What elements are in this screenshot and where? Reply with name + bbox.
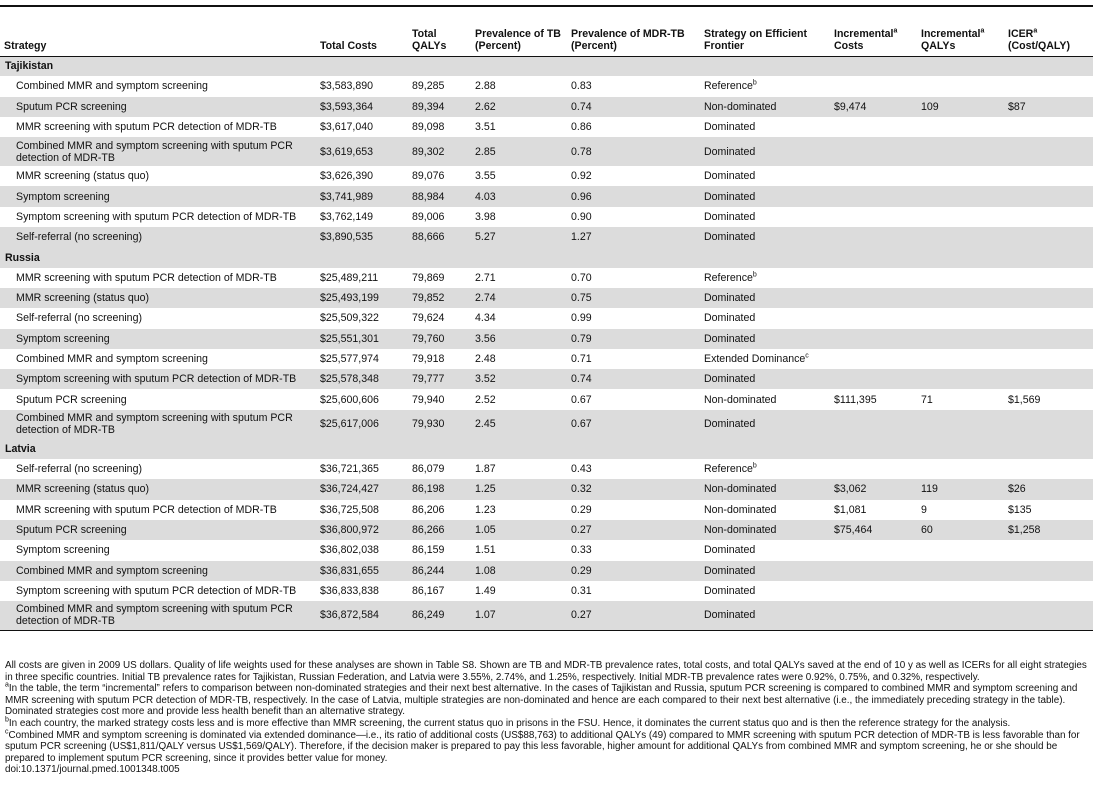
tb-prevalence-cell: 2.62 <box>475 100 496 113</box>
incremental-cost-cell <box>830 117 917 137</box>
incremental-cost-cell <box>830 288 917 308</box>
footnote-a-text: In the table, the term “incremental” refers to comparison between non-dominated strategies and their next best alternative. In the cases of Tajikistan and Russia, sputum PCR screening is compared to combined MMR and symptom screening and MMR screening with sputum PCR detection of MDR-TB, respectively. In the case of Latvia, multiple strategies are non-dominated and hence are each compared to their next best alternative (i.e., the immediately preceding strategy in the table). Dominated strategies cost more and provide less health benefit than an alternative strategy. <box>5 683 1078 718</box>
frontier-status-cell: Dominated <box>704 544 756 557</box>
footnote-marker: b <box>752 462 757 470</box>
header-efficient-frontier: Strategy on Efficient Frontier <box>704 27 808 52</box>
frontier-status-cell: Dominated <box>704 231 756 244</box>
incremental-qaly-cell <box>917 308 1004 328</box>
icer-cell: $26 <box>1008 483 1026 496</box>
total-cost-cell: $3,593,364 <box>320 100 374 113</box>
strategy-cell: MMR screening with sputum PCR detection of MDR-TB <box>16 121 277 134</box>
incremental-cost-cell <box>830 349 917 369</box>
total-qalys-cell: 89,098 <box>412 121 445 134</box>
table-row <box>0 479 1093 499</box>
incremental-cost-cell <box>830 329 917 349</box>
table-row <box>0 349 1093 369</box>
incremental-cost-cell <box>830 369 917 389</box>
total-qalys-cell: 86,159 <box>412 544 445 557</box>
incremental-qaly-cell <box>917 137 1004 166</box>
icer-cell: $1,569 <box>1008 393 1041 406</box>
incremental-cost-cell <box>830 137 917 166</box>
frontier-status-cell: Non-dominated <box>704 100 777 113</box>
table-row <box>0 601 1093 630</box>
incremental-qaly-cell <box>917 227 1004 247</box>
total-cost-cell: $36,800,972 <box>320 524 379 537</box>
frontier-status-cell <box>700 349 830 369</box>
total-qalys-cell: 79,852 <box>412 292 445 305</box>
icer-cell <box>1004 117 1093 137</box>
frontier-status-cell: Dominated <box>704 292 756 305</box>
tb-prevalence-cell: 5.27 <box>475 231 496 244</box>
incremental-qaly-cell <box>917 601 1004 630</box>
mdr-tb-prevalence-cell: 0.74 <box>571 100 592 113</box>
frontier-status-cell: Dominated <box>704 312 756 325</box>
header-icer <box>1004 26 1093 56</box>
strategy-cell: Combined MMR and symptom screening with sputum PCR detection of MDR-TB <box>16 603 293 628</box>
footnote-marker: a <box>1033 26 1038 34</box>
tb-prevalence-cell: 1.08 <box>475 564 496 577</box>
icer-cell <box>1004 166 1093 186</box>
mdr-tb-prevalence-cell: 0.31 <box>571 584 592 597</box>
header-prevalence-tb: Prevalence of TB (Percent) <box>475 27 561 52</box>
total-qalys-cell: 89,394 <box>412 100 445 113</box>
strategy-cell: Combined MMR and symptom screening with sputum PCR detection of MDR-TB <box>16 139 293 164</box>
mdr-tb-prevalence-cell: 0.71 <box>571 353 592 365</box>
total-cost-cell: $3,619,653 <box>320 145 374 158</box>
frontier-status-text: Reference <box>704 271 753 284</box>
mdr-tb-prevalence-cell: 0.90 <box>571 210 592 223</box>
table-row <box>0 227 1093 247</box>
tb-prevalence-cell: 2.71 <box>475 271 496 284</box>
incremental-qaly-cell <box>917 329 1004 349</box>
frontier-status-cell: Non-dominated <box>704 503 777 516</box>
table-row <box>0 329 1093 349</box>
total-cost-cell: $25,600,606 <box>320 393 379 406</box>
incremental-cost-cell <box>830 186 917 206</box>
cost-effectiveness-table <box>0 26 1093 631</box>
total-cost-cell: $3,583,890 <box>320 80 374 93</box>
incremental-qaly-cell <box>917 166 1004 186</box>
tb-prevalence-cell: 1.51 <box>475 544 496 557</box>
frontier-status-cell: Dominated <box>704 373 756 386</box>
incremental-cost-cell <box>830 76 917 96</box>
strategy-cell: Self-referral (no screening) <box>16 312 142 325</box>
icer-cell <box>1004 369 1093 389</box>
total-qalys-cell: 86,206 <box>412 503 445 516</box>
incremental-qaly-cell <box>917 76 1004 96</box>
mdr-tb-prevalence-cell: 0.92 <box>571 170 592 183</box>
mdr-tb-prevalence-cell: 0.74 <box>571 373 592 386</box>
mdr-tb-prevalence-cell: 0.27 <box>571 609 592 622</box>
icer-cell <box>1004 581 1093 601</box>
table-row <box>0 369 1093 389</box>
incremental-qaly-cell: 9 <box>921 503 927 516</box>
table-row <box>0 308 1093 328</box>
incremental-cost-cell <box>830 308 917 328</box>
footnote-marker: b <box>752 79 757 87</box>
tb-prevalence-cell: 2.85 <box>475 145 496 158</box>
table-row <box>0 97 1093 117</box>
header-icer-label: ICER <box>1008 27 1034 40</box>
tb-prevalence-cell: 1.07 <box>475 609 496 622</box>
frontier-status-text: Reference <box>704 463 753 476</box>
strategy-cell: MMR screening (status quo) <box>16 170 150 183</box>
frontier-status-cell: Non-dominated <box>704 483 777 496</box>
total-qalys-cell: 79,869 <box>412 271 445 284</box>
total-qalys-cell: 79,760 <box>412 332 445 345</box>
table-header-row <box>0 26 1093 56</box>
strategy-cell: MMR screening (status quo) <box>16 483 150 496</box>
header-incremental-qalys <box>917 26 1004 56</box>
icer-cell <box>1004 268 1093 288</box>
incremental-cost-cell <box>830 581 917 601</box>
total-cost-cell: $36,725,508 <box>320 503 379 516</box>
frontier-status-cell <box>700 459 830 479</box>
strategy-cell: Combined MMR and symptom screening <box>16 353 208 365</box>
icer-cell <box>1004 459 1093 479</box>
country-group-row <box>0 56 1093 76</box>
incremental-cost-cell: $75,464 <box>834 524 873 537</box>
table-row <box>0 581 1093 601</box>
icer-cell <box>1004 561 1093 581</box>
total-cost-cell: $25,577,974 <box>320 353 379 365</box>
total-qalys-cell: 89,076 <box>412 170 445 183</box>
table-row <box>0 389 1093 409</box>
total-cost-cell: $36,721,365 <box>320 463 379 476</box>
frontier-status-cell: Dominated <box>704 145 756 158</box>
strategy-cell: Symptom screening with sputum PCR detection of MDR-TB <box>16 373 297 386</box>
incremental-qaly-cell <box>917 410 1004 439</box>
frontier-status-cell: Non-dominated <box>704 524 777 537</box>
total-qalys-cell: 89,302 <box>412 145 445 158</box>
incremental-cost-cell <box>830 561 917 581</box>
total-qalys-cell: 79,777 <box>412 373 445 386</box>
total-qalys-cell: 86,266 <box>412 524 445 537</box>
mdr-tb-prevalence-cell: 0.29 <box>571 564 592 577</box>
tb-prevalence-cell: 2.74 <box>475 292 496 305</box>
tb-prevalence-cell: 2.45 <box>475 418 496 431</box>
tb-prevalence-cell: 2.52 <box>475 393 496 406</box>
incremental-qaly-cell <box>917 459 1004 479</box>
icer-cell: $1,258 <box>1008 524 1041 537</box>
strategy-cell: Symptom screening <box>16 332 110 345</box>
icer-cell <box>1004 349 1093 369</box>
header-total-qalys: Total QALYs <box>412 27 447 52</box>
strategy-cell: Self-referral (no screening) <box>16 231 142 244</box>
country-name: Latvia <box>5 442 36 455</box>
total-qalys-cell: 86,198 <box>412 483 445 496</box>
strategy-cell: Self-referral (no screening) <box>16 463 142 476</box>
footnote-b-marker: b <box>5 716 9 724</box>
frontier-status-cell: Dominated <box>704 418 756 431</box>
table-body <box>0 56 1093 630</box>
icer-cell <box>1004 137 1093 166</box>
icer-cell <box>1004 76 1093 96</box>
total-cost-cell: $36,831,655 <box>320 564 379 577</box>
header-prevalence-mdr-tb: Prevalence of MDR-TB (Percent) <box>571 27 685 52</box>
icer-cell <box>1004 308 1093 328</box>
incremental-qaly-cell <box>917 288 1004 308</box>
footnote-c-marker: c <box>5 728 9 736</box>
incremental-cost-cell: $3,062 <box>834 483 867 496</box>
tb-prevalence-cell: 3.52 <box>475 373 496 386</box>
icer-cell: $87 <box>1008 100 1026 113</box>
total-cost-cell: $25,551,301 <box>320 332 379 345</box>
incremental-qaly-cell: 119 <box>921 483 938 496</box>
icer-cell <box>1004 601 1093 630</box>
incremental-qaly-cell: 60 <box>921 524 933 537</box>
incremental-cost-cell <box>830 166 917 186</box>
table-row <box>0 207 1093 227</box>
incremental-cost-cell <box>830 268 917 288</box>
mdr-tb-prevalence-cell: 0.32 <box>571 483 592 496</box>
header-strategy: Strategy <box>4 39 47 52</box>
total-cost-cell: $3,762,149 <box>320 210 374 223</box>
tb-prevalence-cell: 4.34 <box>475 312 496 325</box>
mdr-tb-prevalence-cell: 0.96 <box>571 190 592 203</box>
footnote-marker: a <box>980 26 985 34</box>
frontier-status-cell: Dominated <box>704 332 756 345</box>
incremental-cost-cell <box>830 459 917 479</box>
icer-cell <box>1004 207 1093 227</box>
table-row <box>0 137 1093 166</box>
table-row <box>0 117 1093 137</box>
header-incremental-costs-label: Incremental <box>834 27 894 40</box>
country-name: Tajikistan <box>5 60 54 73</box>
total-cost-cell: $36,802,038 <box>320 544 379 557</box>
incremental-qaly-cell <box>917 540 1004 560</box>
frontier-status-cell <box>700 76 830 96</box>
strategy-cell: MMR screening with sputum PCR detection of MDR-TB <box>16 503 277 516</box>
mdr-tb-prevalence-cell: 0.33 <box>571 544 592 557</box>
tb-prevalence-cell: 3.56 <box>475 332 496 345</box>
mdr-tb-prevalence-cell: 0.67 <box>571 393 592 406</box>
mdr-tb-prevalence-cell: 0.70 <box>571 271 592 284</box>
strategy-cell: Combined MMR and symptom screening with sputum PCR detection of MDR-TB <box>16 412 293 437</box>
frontier-status-cell: Dominated <box>704 121 756 134</box>
total-qalys-cell: 86,244 <box>412 564 445 577</box>
tb-prevalence-cell: 2.88 <box>475 80 496 93</box>
total-qalys-cell: 79,918 <box>412 353 445 365</box>
total-qalys-cell: 79,624 <box>412 312 445 325</box>
incremental-cost-cell <box>830 410 917 439</box>
table-footnotes <box>5 660 1089 776</box>
total-qalys-cell: 88,666 <box>412 231 445 244</box>
total-cost-cell: $36,724,427 <box>320 483 379 496</box>
country-name: Russia <box>5 251 40 264</box>
footnote-marker: a <box>893 26 898 34</box>
table-row <box>0 459 1093 479</box>
footnote-a <box>5 683 1089 718</box>
incremental-cost-cell <box>830 601 917 630</box>
mdr-tb-prevalence-cell: 0.79 <box>571 332 592 345</box>
incremental-qaly-cell <box>917 581 1004 601</box>
total-qalys-cell: 86,249 <box>412 609 445 622</box>
strategy-cell: Combined MMR and symptom screening <box>16 564 208 577</box>
table-row <box>0 500 1093 520</box>
incremental-qaly-cell <box>917 207 1004 227</box>
table-row <box>0 540 1093 560</box>
strategy-cell: Sputum PCR screening <box>16 393 127 406</box>
mdr-tb-prevalence-cell: 0.27 <box>571 524 592 537</box>
total-qalys-cell: 88,984 <box>412 190 445 203</box>
total-cost-cell: $3,617,040 <box>320 121 374 134</box>
total-cost-cell: $25,489,211 <box>320 271 379 284</box>
frontier-status-cell: Dominated <box>704 190 756 203</box>
strategy-cell: MMR screening with sputum PCR detection of MDR-TB <box>16 271 277 284</box>
frontier-status-cell: Dominated <box>704 584 756 597</box>
total-qalys-cell: 79,930 <box>412 418 445 431</box>
frontier-status-cell: Dominated <box>704 170 756 183</box>
total-qalys-cell: 79,940 <box>412 393 445 406</box>
mdr-tb-prevalence-cell: 0.86 <box>571 121 592 134</box>
icer-cell <box>1004 186 1093 206</box>
incremental-qaly-cell: 109 <box>921 100 939 113</box>
header-incremental-costs-label-2: Costs <box>834 39 864 52</box>
incremental-qaly-cell <box>917 369 1004 389</box>
mdr-tb-prevalence-cell: 0.99 <box>571 312 592 325</box>
icer-cell: $135 <box>1008 503 1032 516</box>
header-incremental-qalys-label-2: QALYs <box>921 39 956 52</box>
strategy-cell: Symptom screening <box>16 544 110 557</box>
table-row <box>0 268 1093 288</box>
incremental-cost-cell: $1,081 <box>834 503 867 516</box>
tb-prevalence-cell: 1.25 <box>475 483 496 496</box>
icer-cell <box>1004 410 1093 439</box>
total-cost-cell: $25,578,348 <box>320 373 379 386</box>
tb-prevalence-cell: 2.48 <box>475 353 496 365</box>
icer-cell <box>1004 540 1093 560</box>
tb-prevalence-cell: 4.03 <box>475 190 496 203</box>
footnote-c-text: Combined MMR and symptom screening is dominated via extended dominance—i.e., its ratio of additional costs (US$88,763) to additional QALYs (49) compared to MMR screening with sputum PCR detection of MDR-TB is less favorable than for sputum PCR screening (US$1,811/QALY versus US$1,569/QALY). Therefore, if the decision maker is prepared to pay this less favorable, higher amount for additional QALYs from combined MMR and symptom screening, he or she should be prepared to implement sputum PCR screening, since it provides better value for money. <box>5 729 1080 764</box>
mdr-tb-prevalence-cell: 0.43 <box>571 463 592 476</box>
table-row <box>0 520 1093 540</box>
doi: doi:10.1371/journal.pmed.1001348.t005 <box>5 764 180 776</box>
footnote-b <box>5 718 1089 730</box>
frontier-status-cell: Dominated <box>704 210 756 223</box>
total-qalys-cell: 89,006 <box>412 210 445 223</box>
frontier-status-cell: Dominated <box>704 564 756 577</box>
incremental-cost-cell <box>830 207 917 227</box>
tb-prevalence-cell: 3.98 <box>475 210 496 223</box>
header-incremental-qalys-label: Incremental <box>921 27 981 40</box>
header-icer-label-2: (Cost/QALY) <box>1008 39 1070 52</box>
mdr-tb-prevalence-cell: 0.67 <box>571 418 592 431</box>
strategy-cell: MMR screening (status quo) <box>16 292 150 305</box>
table-row <box>0 186 1093 206</box>
mdr-tb-prevalence-cell: 0.29 <box>571 503 592 516</box>
footnote-marker: c <box>805 352 809 360</box>
total-cost-cell: $25,617,006 <box>320 418 379 431</box>
total-cost-cell: $25,509,322 <box>320 312 379 325</box>
table-row <box>0 288 1093 308</box>
total-cost-cell: $36,872,584 <box>320 609 379 622</box>
icer-cell <box>1004 329 1093 349</box>
total-qalys-cell: 86,079 <box>412 463 445 476</box>
incremental-qaly-cell: 71 <box>921 393 933 406</box>
header-total-costs: Total Costs <box>320 39 377 52</box>
incremental-cost-cell <box>830 227 917 247</box>
total-cost-cell: $3,741,989 <box>320 190 374 203</box>
total-cost-cell: $3,890,535 <box>320 231 374 244</box>
total-cost-cell: $3,626,390 <box>320 170 374 183</box>
total-qalys-cell: 89,285 <box>412 80 445 93</box>
frontier-status-text: Reference <box>704 80 753 93</box>
total-qalys-cell: 86,167 <box>412 584 445 597</box>
incremental-cost-cell: $111,395 <box>834 393 877 406</box>
mdr-tb-prevalence-cell: 0.83 <box>571 80 592 93</box>
footnote-c <box>5 730 1089 765</box>
strategy-cell: Sputum PCR screening <box>16 100 127 113</box>
table-row <box>0 76 1093 96</box>
tb-prevalence-cell: 1.49 <box>475 584 496 597</box>
frontier-status-cell <box>700 268 830 288</box>
strategy-cell: Symptom screening with sputum PCR detection of MDR-TB <box>16 210 297 223</box>
incremental-qaly-cell <box>917 561 1004 581</box>
incremental-qaly-cell <box>917 349 1004 369</box>
strategy-cell: Combined MMR and symptom screening <box>16 80 208 93</box>
table-row <box>0 410 1093 439</box>
tb-prevalence-cell: 1.23 <box>475 503 496 516</box>
strategy-cell: Symptom screening with sputum PCR detection of MDR-TB <box>16 584 297 597</box>
strategy-cell: Symptom screening <box>16 190 110 203</box>
tb-prevalence-cell: 1.05 <box>475 524 496 537</box>
frontier-status-cell: Dominated <box>704 609 756 622</box>
frontier-status-cell: Non-dominated <box>704 393 777 406</box>
mdr-tb-prevalence-cell: 0.78 <box>571 145 592 158</box>
icer-cell <box>1004 227 1093 247</box>
incremental-cost-cell <box>830 540 917 560</box>
country-group-row <box>0 247 1093 267</box>
footnote-b-text: In each country, the marked strategy costs less and is more effective than MMR screening, the current status quo in prisons in the FSU. Hence, it dominates the current status quo and is then the reference strategy for the analysis. <box>8 717 1011 729</box>
table-top-rule <box>0 5 1093 7</box>
frontier-status-text: Extended Dominance <box>704 353 806 365</box>
total-cost-cell: $36,833,838 <box>320 584 379 597</box>
footnote-main: All costs are given in 2009 US dollars. Quality of life weights used for these analyses are shown in Table S8. Shown are TB and MDR-TB prevalence rates, total costs, and total QALYs saved at the end of 10 y as well as ICERs for all eight strategies in three specific countries. Initial TB prevalence rates for Tajikistan, Russian Federation, and Latvia were 3.55%, 2.74%, and 1.25%, respectively. Initial MDR-TB prevalence rates were 0.92%, 0.75%, and 0.32%, respectively. <box>5 660 1087 683</box>
footnote-a-marker: a <box>5 681 9 689</box>
incremental-qaly-cell <box>917 186 1004 206</box>
total-cost-cell: $25,493,199 <box>320 292 379 305</box>
tb-prevalence-cell: 1.87 <box>475 463 496 476</box>
tb-prevalence-cell: 3.51 <box>475 121 496 134</box>
mdr-tb-prevalence-cell: 1.27 <box>571 231 592 244</box>
footnote-marker: b <box>752 271 757 279</box>
incremental-qaly-cell <box>917 268 1004 288</box>
country-group-row <box>0 439 1093 459</box>
tb-prevalence-cell: 3.55 <box>475 170 496 183</box>
table-row <box>0 166 1093 186</box>
header-incremental-costs <box>830 26 917 56</box>
icer-cell <box>1004 288 1093 308</box>
incremental-cost-cell: $9,474 <box>834 100 867 113</box>
incremental-qaly-cell <box>917 117 1004 137</box>
table-row <box>0 561 1093 581</box>
mdr-tb-prevalence-cell: 0.75 <box>571 292 592 305</box>
strategy-cell: Sputum PCR screening <box>16 524 127 537</box>
